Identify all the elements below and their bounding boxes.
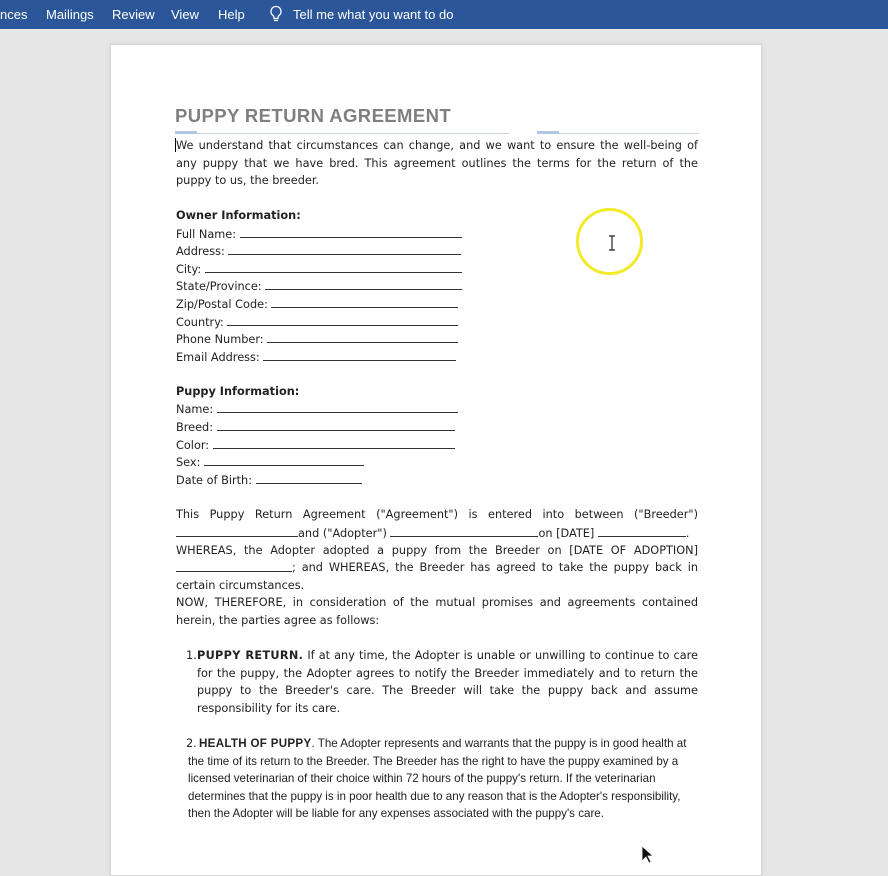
now-therefore-paragraph: NOW, THEREFORE, in consideration of the mutual promises and agreements contained herein, the parties agree as follows:: [176, 596, 698, 627]
clause-number: 1.: [186, 649, 197, 662]
field-label: Color:: [176, 439, 210, 452]
puppy-field: [176, 453, 364, 472]
field-label: Zip/Postal Code:: [176, 298, 268, 311]
title-rule-accent-2: [537, 131, 559, 134]
owner-field: [176, 348, 456, 367]
ibeam-cursor-icon: [608, 235, 616, 251]
fill-blank[interactable]: [217, 400, 458, 413]
owner-heading: Owner Information:: [176, 209, 301, 222]
agreement-line-2: [176, 524, 690, 543]
whereas-continued: ; and WHEREAS, the Breeder has agreed to take the puppy back in: [292, 561, 698, 574]
agreement-line-1: This Puppy Return Agreement ("Agreement") is entered into between ("Breeder"): [176, 508, 698, 521]
fill-blank[interactable]: [256, 471, 362, 484]
ribbon-bar: [0, 0, 888, 29]
owner-field: [176, 330, 458, 349]
fill-blank[interactable]: [217, 418, 455, 431]
document-title: PUPPY RETURN AGREEMENT: [175, 105, 452, 126]
field-label: Full Name:: [176, 228, 237, 241]
tab-help[interactable]: Help: [218, 7, 245, 22]
period-text: .: [685, 527, 690, 540]
field-label: City:: [176, 263, 202, 276]
field-label: State/Province:: [176, 280, 262, 293]
clause-heading: PUPPY RETURN.: [197, 649, 304, 662]
clause-2: [188, 735, 698, 823]
fill-blank[interactable]: [263, 348, 456, 361]
pointer-cursor-icon: [641, 845, 653, 864]
fill-blank[interactable]: [227, 313, 458, 326]
tab-mailings[interactable]: Mailings: [46, 7, 94, 22]
tell-me-text: Tell me what you want to do: [293, 6, 454, 22]
tab-view[interactable]: View: [171, 7, 199, 22]
adopter-blank[interactable]: [390, 524, 538, 537]
field-label: Address:: [176, 245, 225, 258]
field-label: Country:: [176, 316, 224, 329]
text-caret: [175, 138, 176, 152]
clause-text: If at any time, the Adopter is unable or unwilling to continue to care for the puppy, the Adopter agrees to notify the Breeder immediately and to return the puppy to the Breeder's care. The Breeder will take the puppy back and assume responsibility for its care.: [197, 649, 698, 715]
fill-blank[interactable]: [213, 436, 455, 449]
intro-paragraph: We understand that circumstances can change, and we want to ensure the well-being of any puppy that we have bred. This agreement outlines the terms for the return of the puppy to us, the breeder.: [176, 139, 698, 188]
puppy-heading: Puppy Information:: [176, 385, 300, 398]
whereas-line-3: certain circumstances.: [176, 579, 305, 592]
title-rule: [197, 133, 509, 134]
adoption-date-blank[interactable]: [176, 559, 292, 572]
fill-blank[interactable]: [205, 260, 462, 273]
tab-references[interactable]: nces: [0, 7, 28, 22]
fill-blank[interactable]: [267, 330, 458, 343]
puppy-field: [176, 436, 455, 455]
fill-blank[interactable]: [204, 453, 364, 466]
field-label: Date of Birth:: [176, 474, 253, 487]
owner-field: [176, 260, 462, 279]
owner-field: [176, 313, 458, 332]
fill-blank[interactable]: [240, 225, 462, 238]
owner-field: [176, 225, 462, 244]
field-label: Name:: [176, 403, 214, 416]
whereas-line-1: WHEREAS, the Adopter adopted a puppy from the Breeder on [DATE OF ADOPTION]: [176, 544, 698, 557]
clause-text: . The Adopter represents and warrants that the puppy is in good health at the time of its return to the Breeder. The Breeder has the right to have the puppy examined by a licensed veterinarian of their choice within 72 hours of the puppy's return. If the veterinarian determines that the puppy is in poor health due to any reason that is the Adopter's responsibility, then the Adopter will be liable for any expenses associated with the puppy's care.: [188, 737, 687, 821]
field-label: Phone Number:: [176, 333, 264, 346]
fill-blank[interactable]: [228, 242, 461, 255]
owner-field: [176, 295, 458, 314]
puppy-field: [176, 400, 458, 419]
puppy-field: [176, 418, 455, 437]
tell-me-search[interactable]: [268, 4, 453, 24]
title-rule-2: [559, 133, 699, 134]
clause-number: 2.: [186, 737, 197, 750]
clause-heading: HEALTH OF PUPPY: [199, 737, 312, 750]
on-date-text: on [DATE]: [538, 527, 595, 540]
date-blank[interactable]: [598, 524, 686, 537]
lightbulb-icon: [268, 5, 284, 23]
whereas-line-2: [176, 559, 698, 577]
fill-blank[interactable]: [271, 295, 458, 308]
field-label: Breed:: [176, 421, 214, 434]
document-page[interactable]: [110, 44, 762, 876]
and-adopter-text: and ("Adopter"): [298, 527, 387, 540]
fill-blank[interactable]: [265, 277, 462, 290]
owner-field: [176, 277, 462, 296]
field-label: Sex:: [176, 456, 201, 469]
breeder-blank[interactable]: [176, 524, 298, 537]
title-rule-accent: [175, 131, 197, 134]
clause-1: [197, 647, 698, 717]
field-label: Email Address:: [176, 351, 260, 364]
tab-review[interactable]: Review: [112, 7, 155, 22]
puppy-field: [176, 471, 362, 490]
owner-field: [176, 242, 461, 261]
